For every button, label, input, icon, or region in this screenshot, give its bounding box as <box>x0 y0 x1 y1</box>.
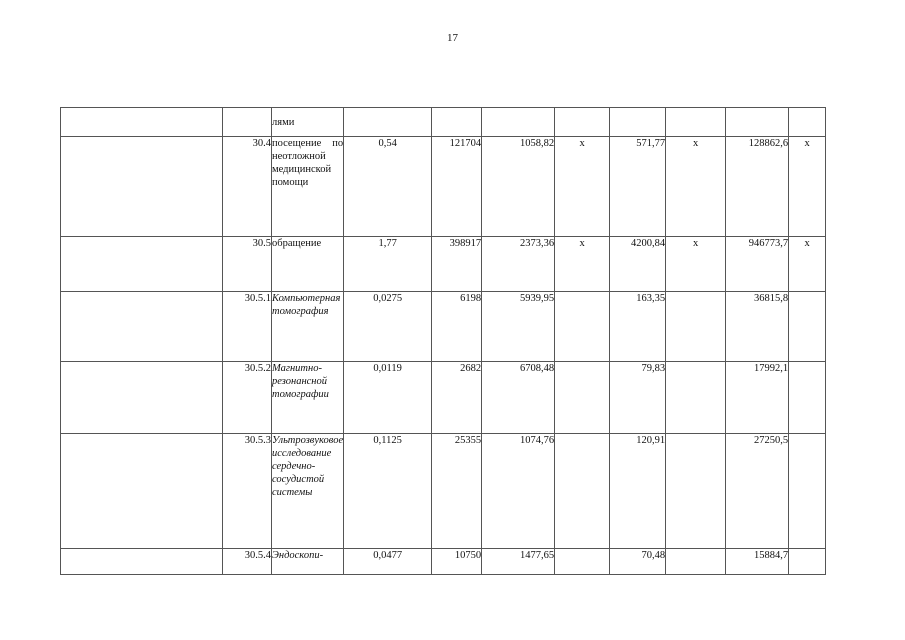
table-cell-value: х <box>789 237 826 292</box>
table-cell-value: 6708,48 <box>482 362 555 434</box>
table-cell-value: х <box>555 237 610 292</box>
table-cell-value <box>666 292 726 362</box>
table-cell-value: 120,91 <box>610 434 666 549</box>
table-row <box>61 549 826 575</box>
table-cell-value: 946773,7 <box>726 237 789 292</box>
table-cell-value: х <box>555 137 610 237</box>
table-cell <box>610 108 666 137</box>
table-cell-name: лями <box>272 108 344 137</box>
table-cell-value: х <box>666 137 726 237</box>
table-cell <box>61 549 223 575</box>
table-cell-name: Эндоскопи- <box>272 549 344 575</box>
table-row <box>61 137 826 237</box>
table-cell-value: 6198 <box>432 292 482 362</box>
table-cell <box>432 108 482 137</box>
table-cell-value: 10750 <box>432 549 482 575</box>
table-cell-value: 121704 <box>432 137 482 237</box>
table-cell-value <box>789 362 826 434</box>
table-row <box>61 434 826 549</box>
table-cell-value: 1,77 <box>344 237 432 292</box>
table-cell-value <box>555 549 610 575</box>
table-cell-code: 30.5 <box>223 237 272 292</box>
table-cell <box>223 108 272 137</box>
table-cell <box>789 108 826 137</box>
table-cell-value: 128862,6 <box>726 137 789 237</box>
table-cell-value: 17992,1 <box>726 362 789 434</box>
table-cell <box>61 237 223 292</box>
table-cell-value <box>666 549 726 575</box>
table-cell <box>61 292 223 362</box>
table-cell-value: 1477,65 <box>482 549 555 575</box>
table-cell-value: 0,1125 <box>344 434 432 549</box>
table-cell-value: 163,35 <box>610 292 666 362</box>
table-cell-value: 1058,82 <box>482 137 555 237</box>
table-cell-value: 15884,7 <box>726 549 789 575</box>
table-cell-code: 30.4 <box>223 137 272 237</box>
table-cell-value <box>666 434 726 549</box>
table-cell-value: 1074,76 <box>482 434 555 549</box>
table-cell-value <box>555 434 610 549</box>
table-cell-value <box>789 549 826 575</box>
table-cell <box>666 108 726 137</box>
table-cell-value: х <box>666 237 726 292</box>
table-cell <box>726 108 789 137</box>
table-cell-value: 79,83 <box>610 362 666 434</box>
page-number: 17 <box>447 32 458 44</box>
table-cell-value: 571,77 <box>610 137 666 237</box>
table-cell <box>482 108 555 137</box>
table-cell-value <box>789 434 826 549</box>
table-cell <box>344 108 432 137</box>
table-cell-value: 5939,95 <box>482 292 555 362</box>
table-cell <box>61 108 223 137</box>
table-cell-value: х <box>789 137 826 237</box>
table-cell-value <box>555 362 610 434</box>
table-cell <box>555 108 610 137</box>
table-cell-value <box>789 292 826 362</box>
table-cell-name: посещение по неотложной медицинской помощи <box>272 137 344 237</box>
tariff-table <box>60 107 826 575</box>
table-cell-value: 70,48 <box>610 549 666 575</box>
table-cell-value: 0,0477 <box>344 549 432 575</box>
table-cell-value: 2373,36 <box>482 237 555 292</box>
table-cell-code: 30.5.3 <box>223 434 272 549</box>
table-cell-value: 36815,8 <box>726 292 789 362</box>
table-cell <box>61 137 223 237</box>
table-cell-value: 0,0275 <box>344 292 432 362</box>
table-row <box>61 237 826 292</box>
table-cell-value: 0,54 <box>344 137 432 237</box>
table-cell-name: обращение <box>272 237 344 292</box>
table-cell-value: 25355 <box>432 434 482 549</box>
table-cell-name: Ультрозвуковое исследование сердечно-сосудистой системы <box>272 434 344 549</box>
table-cell-value: 2682 <box>432 362 482 434</box>
table-cell <box>61 434 223 549</box>
table-row <box>61 292 826 362</box>
table-cell-value: 4200,84 <box>610 237 666 292</box>
table-cell-code: 30.5.2 <box>223 362 272 434</box>
table-cell-value <box>555 292 610 362</box>
table-cell-value: 398917 <box>432 237 482 292</box>
table-row <box>61 362 826 434</box>
table-cell-name: Компьютерная томография <box>272 292 344 362</box>
table-cell <box>61 362 223 434</box>
table-cell-name: Магнитно-резонансной томографии <box>272 362 344 434</box>
table-cell-code: 30.5.4 <box>223 549 272 575</box>
table-cell-code: 30.5.1 <box>223 292 272 362</box>
table-cell-value <box>666 362 726 434</box>
table-cell-value: 0,0119 <box>344 362 432 434</box>
table-row <box>61 108 826 137</box>
table-cell-value: 27250,5 <box>726 434 789 549</box>
